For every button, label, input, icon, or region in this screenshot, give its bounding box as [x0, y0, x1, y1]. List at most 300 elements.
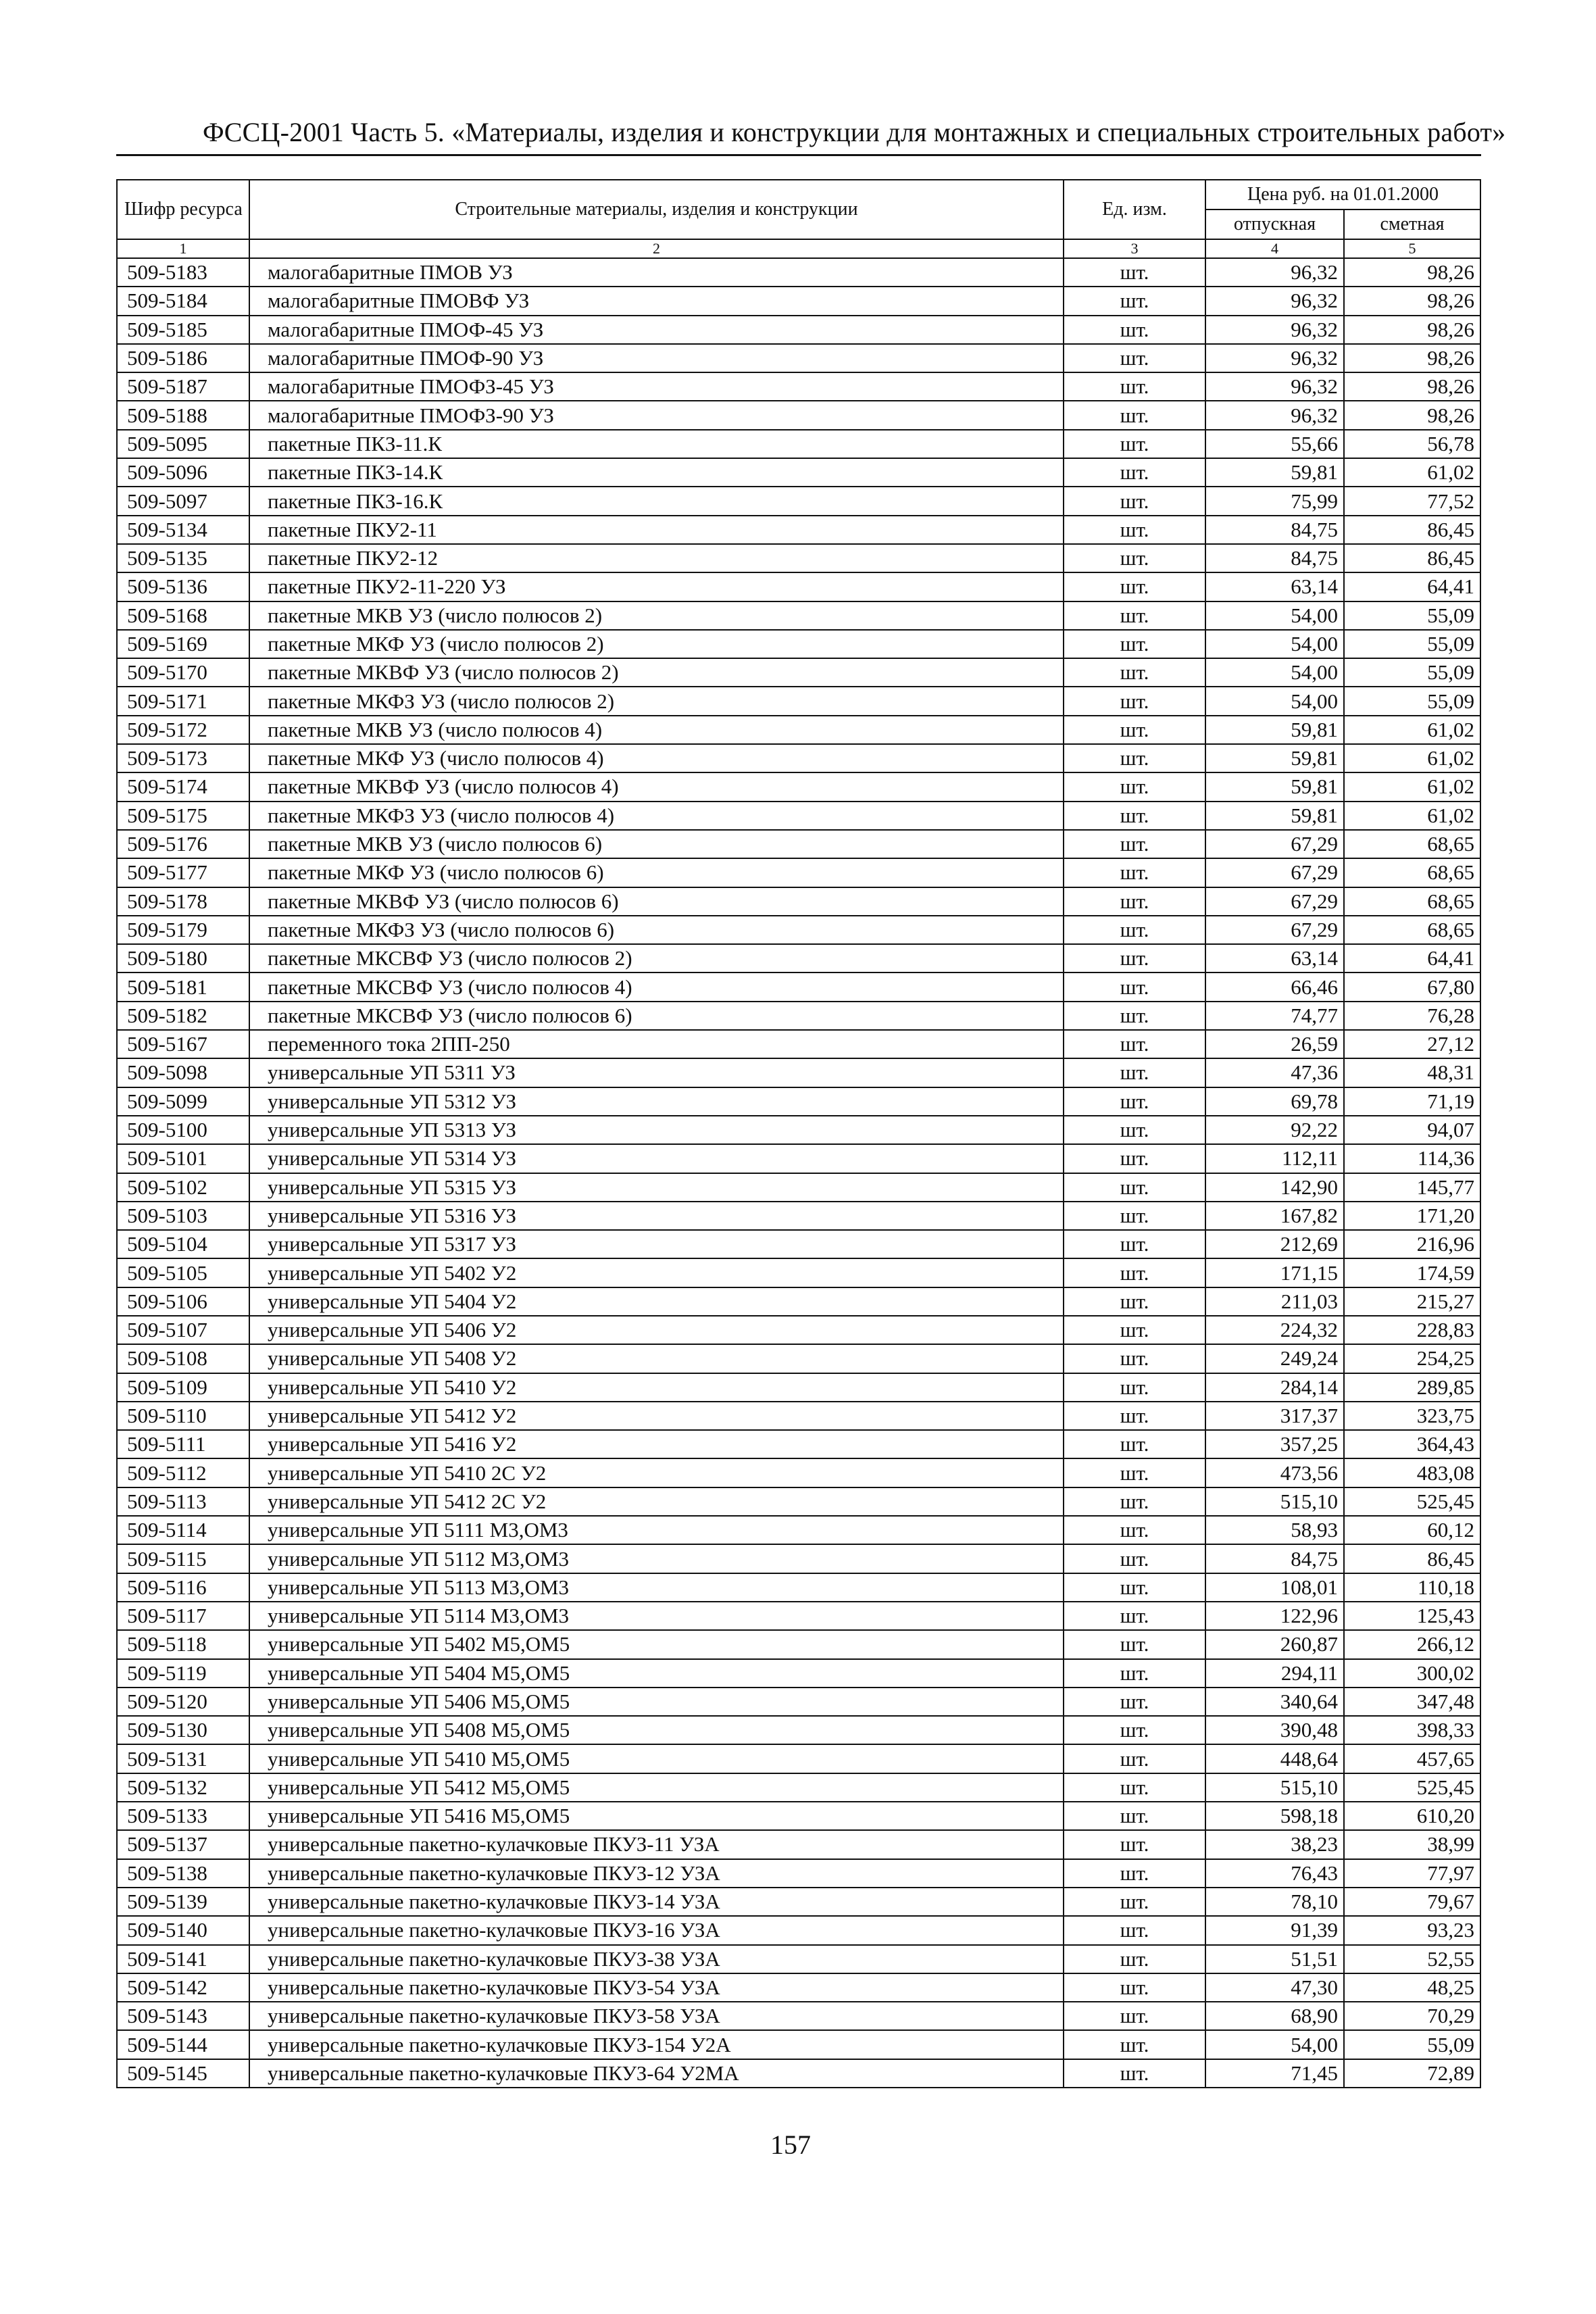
table-row	[117, 1058, 1480, 1087]
material-name-cell: универсальные пакетно-кулачковые ПКУЗ-14 УЗА	[249, 1888, 1064, 1916]
material-name-cell: универсальные УП 5408 У2	[249, 1344, 1064, 1373]
unit-cell: шт.	[1064, 1344, 1205, 1373]
estimate-price-cell: 98,26	[1344, 316, 1480, 344]
resource-code-cell: 509-5172	[117, 716, 249, 744]
release-price-cell: 96,32	[1205, 258, 1344, 287]
table-row	[117, 1602, 1480, 1630]
table-row	[117, 372, 1480, 401]
resource-code-cell: 509-5187	[117, 372, 249, 401]
resource-code-cell: 509-5133	[117, 1802, 249, 1830]
resource-code-cell: 509-5175	[117, 802, 249, 830]
resource-code-cell: 509-5106	[117, 1287, 249, 1316]
unit-cell: шт.	[1064, 316, 1205, 344]
page-number: 157	[770, 2130, 811, 2160]
table-row	[117, 1230, 1480, 1258]
resource-code-cell: 509-5130	[117, 1716, 249, 1744]
estimate-price-cell: 323,75	[1344, 1402, 1480, 1430]
unit-cell: шт.	[1064, 944, 1205, 973]
unit-cell: шт.	[1064, 544, 1205, 572]
resource-code-cell: 509-5110	[117, 1402, 249, 1430]
table-row	[117, 1030, 1480, 1058]
unit-cell: шт.	[1064, 1430, 1205, 1458]
unit-cell: шт.	[1064, 1144, 1205, 1173]
material-name-cell: малогабаритные ПМОФЗ-45 УЗ	[249, 372, 1064, 401]
estimate-price-cell: 56,78	[1344, 430, 1480, 458]
estimate-price-cell: 38,99	[1344, 1830, 1480, 1858]
release-price-cell: 122,96	[1205, 1602, 1344, 1630]
resource-code-cell: 509-5109	[117, 1373, 249, 1402]
release-price-cell: 59,81	[1205, 802, 1344, 830]
release-price-cell: 92,22	[1205, 1116, 1344, 1144]
release-price-cell: 59,81	[1205, 772, 1344, 801]
table-row	[117, 830, 1480, 858]
release-price-cell: 598,18	[1205, 1802, 1344, 1830]
resource-code-cell: 509-5173	[117, 744, 249, 772]
resource-code-cell: 509-5099	[117, 1087, 249, 1116]
table-row	[117, 744, 1480, 772]
release-price-cell: 38,23	[1205, 1830, 1344, 1858]
unit-cell: шт.	[1064, 973, 1205, 1001]
estimate-price-cell: 289,85	[1344, 1373, 1480, 1402]
unit-cell: шт.	[1064, 1230, 1205, 1258]
material-name-cell: универсальные УП 5416 М5,ОМ5	[249, 1802, 1064, 1830]
estimate-price-cell: 610,20	[1344, 1802, 1480, 1830]
resource-code-cell: 509-5170	[117, 658, 249, 687]
material-name-cell: пакетные МКВФ УЗ (число полюсов 4)	[249, 772, 1064, 801]
release-price-cell: 84,75	[1205, 544, 1344, 572]
material-name-cell: универсальные пакетно-кулачковые ПКУЗ-58 УЗА	[249, 2002, 1064, 2030]
resource-code-cell: 509-5176	[117, 830, 249, 858]
material-name-cell: пакетные ПКУ2-11	[249, 516, 1064, 544]
column-number: 2	[249, 239, 1064, 258]
table-row	[117, 887, 1480, 916]
column-number: 4	[1205, 239, 1344, 258]
release-price-cell: 76,43	[1205, 1859, 1344, 1888]
material-name-cell: малогабаритные ПМОВ УЗ	[249, 258, 1064, 287]
unit-cell: шт.	[1064, 830, 1205, 858]
material-name-cell: универсальные УП 5404 М5,ОМ5	[249, 1659, 1064, 1688]
material-name-cell: универсальные пакетно-кулачковые ПКУЗ-38 УЗА	[249, 1945, 1064, 1973]
table-row	[117, 1487, 1480, 1516]
unit-cell: шт.	[1064, 2059, 1205, 2088]
release-price-cell: 54,00	[1205, 601, 1344, 630]
estimate-price-cell: 300,02	[1344, 1659, 1480, 1688]
resource-code-cell: 509-5108	[117, 1344, 249, 1373]
table-row	[117, 1202, 1480, 1230]
material-name-cell: малогабаритные ПМОФ-90 УЗ	[249, 344, 1064, 372]
estimate-price-cell: 77,97	[1344, 1859, 1480, 1888]
estimate-price-cell: 125,43	[1344, 1602, 1480, 1630]
release-price-cell: 47,30	[1205, 1973, 1344, 2002]
material-name-cell: универсальные УП 5316 УЗ	[249, 1202, 1064, 1230]
release-price-cell: 63,14	[1205, 572, 1344, 601]
estimate-price-cell: 114,36	[1344, 1144, 1480, 1173]
release-price-cell: 78,10	[1205, 1888, 1344, 1916]
unit-cell: шт.	[1064, 2002, 1205, 2030]
unit-cell: шт.	[1064, 1173, 1205, 1202]
material-name-cell: универсальные пакетно-кулачковые ПКУЗ-54 УЗА	[249, 1973, 1064, 2002]
material-name-cell: универсальные пакетно-кулачковые ПКУЗ-64 У2МА	[249, 2059, 1064, 2088]
estimate-price-cell: 174,59	[1344, 1258, 1480, 1287]
estimate-price-cell: 60,12	[1344, 1516, 1480, 1544]
table-row	[117, 2030, 1480, 2059]
material-name-cell: универсальные УП 5406 У2	[249, 1316, 1064, 1344]
table-row	[117, 572, 1480, 601]
resource-code-cell: 509-5178	[117, 887, 249, 916]
estimate-price-cell: 72,89	[1344, 2059, 1480, 2088]
resource-code-cell: 509-5142	[117, 1973, 249, 2002]
estimate-price-cell: 77,52	[1344, 487, 1480, 515]
material-name-cell: пакетные ПКЗ-16.К	[249, 487, 1064, 515]
release-price-cell: 51,51	[1205, 1945, 1344, 1973]
resource-code-cell: 509-5174	[117, 772, 249, 801]
release-price-cell: 67,29	[1205, 858, 1344, 887]
estimate-price-cell: 98,26	[1344, 401, 1480, 429]
release-price-cell: 224,32	[1205, 1316, 1344, 1344]
resource-code-cell: 509-5138	[117, 1859, 249, 1888]
material-name-cell: универсальные УП 5111 М3,ОМ3	[249, 1516, 1064, 1544]
resource-code-cell: 509-5132	[117, 1773, 249, 1802]
estimate-price-cell: 61,02	[1344, 744, 1480, 772]
estimate-price-cell: 55,09	[1344, 630, 1480, 658]
release-price-cell: 96,32	[1205, 287, 1344, 315]
table-row	[117, 516, 1480, 544]
release-price-cell: 71,45	[1205, 2059, 1344, 2088]
release-price-cell: 108,01	[1205, 1573, 1344, 1602]
table-row	[117, 1945, 1480, 1973]
release-price-cell: 58,93	[1205, 1516, 1344, 1544]
material-name-cell: универсальные УП 5412 М5,ОМ5	[249, 1773, 1064, 1802]
release-price-cell: 515,10	[1205, 1487, 1344, 1516]
unit-cell: шт.	[1064, 802, 1205, 830]
estimate-price-cell: 254,25	[1344, 1344, 1480, 1373]
unit-cell: шт.	[1064, 1630, 1205, 1658]
estimate-price-cell: 55,09	[1344, 658, 1480, 687]
material-name-cell: универсальные УП 5408 М5,ОМ5	[249, 1716, 1064, 1744]
estimate-price-cell: 68,65	[1344, 830, 1480, 858]
resource-code-cell: 509-5171	[117, 687, 249, 715]
table-row	[117, 716, 1480, 744]
table-row	[117, 2002, 1480, 2030]
resource-code-cell: 509-5131	[117, 1744, 249, 1773]
table-row	[117, 973, 1480, 1001]
header-rule	[116, 154, 1481, 156]
material-name-cell: универсальные УП 5113 М3,ОМ3	[249, 1573, 1064, 1602]
estimate-price-cell: 93,23	[1344, 1916, 1480, 1944]
unit-cell: шт.	[1064, 1859, 1205, 1888]
material-name-cell: универсальные УП 5317 УЗ	[249, 1230, 1064, 1258]
unit-cell: шт.	[1064, 1487, 1205, 1516]
release-price-cell: 67,29	[1205, 916, 1344, 944]
table-row	[117, 344, 1480, 372]
table-row	[117, 1630, 1480, 1658]
material-name-cell: пакетные МКВФ УЗ (число полюсов 6)	[249, 887, 1064, 916]
estimate-price-cell: 52,55	[1344, 1945, 1480, 1973]
unit-cell: шт.	[1064, 1716, 1205, 1744]
estimate-price-cell: 64,41	[1344, 944, 1480, 973]
unit-cell: шт.	[1064, 1316, 1205, 1344]
release-price-cell: 171,15	[1205, 1258, 1344, 1287]
unit-cell: шт.	[1064, 458, 1205, 487]
release-price-cell: 74,77	[1205, 1002, 1344, 1030]
release-price-cell: 212,69	[1205, 1230, 1344, 1258]
estimate-price-cell: 228,83	[1344, 1316, 1480, 1344]
release-price-cell: 54,00	[1205, 687, 1344, 715]
estimate-price-cell: 98,26	[1344, 287, 1480, 315]
unit-cell: шт.	[1064, 2030, 1205, 2059]
material-name-cell: пакетные МКФЗ УЗ (число полюсов 6)	[249, 916, 1064, 944]
estimate-price-cell: 525,45	[1344, 1487, 1480, 1516]
resource-code-cell: 509-5145	[117, 2059, 249, 2088]
material-name-cell: универсальные УП 5416 У2	[249, 1430, 1064, 1458]
resource-code-cell: 509-5180	[117, 944, 249, 973]
unit-cell: шт.	[1064, 1659, 1205, 1688]
resource-code-cell: 509-5183	[117, 258, 249, 287]
material-name-cell: пакетные МКСВФ УЗ (число полюсов 2)	[249, 944, 1064, 973]
estimate-price-cell: 67,80	[1344, 973, 1480, 1001]
release-price-cell: 54,00	[1205, 658, 1344, 687]
estimate-price-cell: 216,96	[1344, 1230, 1480, 1258]
material-name-cell: универсальные УП 5402 У2	[249, 1258, 1064, 1287]
table-row	[117, 2059, 1480, 2088]
table-row	[117, 1773, 1480, 1802]
table-row	[117, 430, 1480, 458]
estimate-price-cell: 98,26	[1344, 372, 1480, 401]
estimate-price-cell: 86,45	[1344, 1544, 1480, 1573]
release-price-cell: 96,32	[1205, 372, 1344, 401]
unit-cell: шт.	[1064, 916, 1205, 944]
unit-cell: шт.	[1064, 1373, 1205, 1402]
material-name-cell: универсальные УП 5313 УЗ	[249, 1116, 1064, 1144]
estimate-price-cell: 86,45	[1344, 544, 1480, 572]
release-price-cell: 515,10	[1205, 1773, 1344, 1802]
resource-code-cell: 509-5104	[117, 1230, 249, 1258]
unit-cell: шт.	[1064, 630, 1205, 658]
table-row	[117, 1916, 1480, 1944]
table-row	[117, 316, 1480, 344]
unit-cell: шт.	[1064, 1602, 1205, 1630]
resource-code-cell: 509-5140	[117, 1916, 249, 1944]
column-number: 5	[1344, 239, 1480, 258]
material-name-cell: малогабаритные ПМОВФ УЗ	[249, 287, 1064, 315]
table-row	[117, 544, 1480, 572]
material-name-cell: пакетные МКСВФ УЗ (число полюсов 4)	[249, 973, 1064, 1001]
unit-cell: шт.	[1064, 1402, 1205, 1430]
unit-cell: шт.	[1064, 716, 1205, 744]
release-price-cell: 357,25	[1205, 1430, 1344, 1458]
resource-code-cell: 509-5188	[117, 401, 249, 429]
material-name-cell: универсальные УП 5402 М5,ОМ5	[249, 1630, 1064, 1658]
estimate-price-cell: 364,43	[1344, 1430, 1480, 1458]
resource-code-cell: 509-5096	[117, 458, 249, 487]
resource-code-cell: 509-5177	[117, 858, 249, 887]
table-row	[117, 601, 1480, 630]
table-row	[117, 1888, 1480, 1916]
unit-cell: шт.	[1064, 287, 1205, 315]
resource-code-cell: 509-5120	[117, 1688, 249, 1716]
unit-cell: шт.	[1064, 344, 1205, 372]
resource-code-cell: 509-5111	[117, 1430, 249, 1458]
estimate-price-cell: 525,45	[1344, 1773, 1480, 1802]
material-name-cell: универсальные УП 5312 УЗ	[249, 1087, 1064, 1116]
material-name-cell: пакетные МКФ УЗ (число полюсов 6)	[249, 858, 1064, 887]
estimate-price-cell: 55,09	[1344, 2030, 1480, 2059]
table-row	[117, 1802, 1480, 1830]
unit-cell: шт.	[1064, 1830, 1205, 1858]
unit-cell: шт.	[1064, 1688, 1205, 1716]
estimate-price-cell: 145,77	[1344, 1173, 1480, 1202]
estimate-price-cell: 68,65	[1344, 916, 1480, 944]
unit-cell: шт.	[1064, 258, 1205, 287]
estimate-price-cell: 110,18	[1344, 1573, 1480, 1602]
release-price-cell: 96,32	[1205, 401, 1344, 429]
estimate-price-cell: 61,02	[1344, 802, 1480, 830]
resource-code-cell: 509-5112	[117, 1458, 249, 1487]
column-header-code: Шифр ресурса	[117, 180, 249, 239]
material-name-cell: универсальные УП 5410 2С У2	[249, 1458, 1064, 1487]
material-name-cell: малогабаритные ПМОФ-45 УЗ	[249, 316, 1064, 344]
unit-cell: шт.	[1064, 1516, 1205, 1544]
unit-cell: шт.	[1064, 1116, 1205, 1144]
table-row	[117, 687, 1480, 715]
release-price-cell: 84,75	[1205, 1544, 1344, 1573]
table-row	[117, 1573, 1480, 1602]
release-price-cell: 390,48	[1205, 1716, 1344, 1744]
release-price-cell: 340,64	[1205, 1688, 1344, 1716]
resource-code-cell: 509-5097	[117, 487, 249, 515]
release-price-cell: 142,90	[1205, 1173, 1344, 1202]
resource-code-cell: 509-5144	[117, 2030, 249, 2059]
release-price-cell: 55,66	[1205, 430, 1344, 458]
table-row	[117, 1830, 1480, 1858]
unit-cell: шт.	[1064, 1458, 1205, 1487]
unit-cell: шт.	[1064, 430, 1205, 458]
release-price-cell: 75,99	[1205, 487, 1344, 515]
material-name-cell: пакетные МКФ УЗ (число полюсов 4)	[249, 744, 1064, 772]
table-row	[117, 1344, 1480, 1373]
unit-cell: шт.	[1064, 772, 1205, 801]
material-name-cell: универсальные УП 5315 УЗ	[249, 1173, 1064, 1202]
resource-code-cell: 509-5135	[117, 544, 249, 572]
material-name-cell: малогабаритные ПМОФЗ-90 УЗ	[249, 401, 1064, 429]
release-price-cell: 59,81	[1205, 744, 1344, 772]
estimate-price-cell: 71,19	[1344, 1087, 1480, 1116]
price-table	[116, 179, 1481, 2088]
unit-cell: шт.	[1064, 401, 1205, 429]
release-price-cell: 473,56	[1205, 1458, 1344, 1487]
resource-code-cell: 509-5141	[117, 1945, 249, 1973]
material-name-cell: универсальные УП 5314 УЗ	[249, 1144, 1064, 1173]
estimate-price-cell: 398,33	[1344, 1716, 1480, 1744]
material-name-cell: универсальные УП 5410 М5,ОМ5	[249, 1744, 1064, 1773]
release-price-cell: 91,39	[1205, 1916, 1344, 1944]
material-name-cell: пакетные ПКУ2-11-220 УЗ	[249, 572, 1064, 601]
unit-cell: шт.	[1064, 1544, 1205, 1573]
unit-cell: шт.	[1064, 1058, 1205, 1087]
estimate-price-cell: 48,31	[1344, 1058, 1480, 1087]
resource-code-cell: 509-5113	[117, 1487, 249, 1516]
table-row	[117, 401, 1480, 429]
table-row	[117, 1287, 1480, 1316]
unit-cell: шт.	[1064, 687, 1205, 715]
resource-code-cell: 509-5167	[117, 1030, 249, 1058]
column-header-estimate-price: сметная	[1344, 210, 1480, 239]
estimate-price-cell: 483,08	[1344, 1458, 1480, 1487]
table-row	[117, 1258, 1480, 1287]
table-row	[117, 1373, 1480, 1402]
table-row	[117, 1516, 1480, 1544]
resource-code-cell: 509-5169	[117, 630, 249, 658]
release-price-cell: 26,59	[1205, 1030, 1344, 1058]
material-name-cell: универсальные УП 5311 УЗ	[249, 1058, 1064, 1087]
estimate-price-cell: 48,25	[1344, 1973, 1480, 2002]
resource-code-cell: 509-5136	[117, 572, 249, 601]
table-row	[117, 458, 1480, 487]
resource-code-cell: 509-5185	[117, 316, 249, 344]
unit-cell: шт.	[1064, 1888, 1205, 1916]
unit-cell: шт.	[1064, 1287, 1205, 1316]
table-row	[117, 287, 1480, 315]
estimate-price-cell: 68,65	[1344, 887, 1480, 916]
unit-cell: шт.	[1064, 1945, 1205, 1973]
table-row	[117, 1087, 1480, 1116]
estimate-price-cell: 70,29	[1344, 2002, 1480, 2030]
estimate-price-cell: 61,02	[1344, 458, 1480, 487]
release-price-cell: 67,29	[1205, 887, 1344, 916]
table-row	[117, 258, 1480, 287]
table-row	[117, 1458, 1480, 1487]
estimate-price-cell: 215,27	[1344, 1287, 1480, 1316]
estimate-price-cell: 76,28	[1344, 1002, 1480, 1030]
release-price-cell: 112,11	[1205, 1144, 1344, 1173]
table-row	[117, 1659, 1480, 1688]
table-row	[117, 1688, 1480, 1716]
resource-code-cell: 509-5107	[117, 1316, 249, 1344]
table-row	[117, 1144, 1480, 1173]
estimate-price-cell: 98,26	[1344, 258, 1480, 287]
resource-code-cell: 509-5143	[117, 2002, 249, 2030]
resource-code-cell: 509-5184	[117, 287, 249, 315]
unit-cell: шт.	[1064, 1202, 1205, 1230]
release-price-cell: 448,64	[1205, 1744, 1344, 1773]
release-price-cell: 47,36	[1205, 1058, 1344, 1087]
table-row	[117, 1002, 1480, 1030]
material-name-cell: пакетные МКФЗ УЗ (число полюсов 2)	[249, 687, 1064, 715]
estimate-price-cell: 171,20	[1344, 1202, 1480, 1230]
material-name-cell: универсальные УП 5404 У2	[249, 1287, 1064, 1316]
material-name-cell: универсальные УП 5412 У2	[249, 1402, 1064, 1430]
material-name-cell: пакетные МКФЗ УЗ (число полюсов 4)	[249, 802, 1064, 830]
estimate-price-cell: 94,07	[1344, 1116, 1480, 1144]
table-row	[117, 1116, 1480, 1144]
material-name-cell: переменного тока 2ПП-250	[249, 1030, 1064, 1058]
release-price-cell: 59,81	[1205, 458, 1344, 487]
table-row	[117, 1402, 1480, 1430]
release-price-cell: 69,78	[1205, 1087, 1344, 1116]
estimate-price-cell: 457,65	[1344, 1744, 1480, 1773]
table-row	[117, 1744, 1480, 1773]
resource-code-cell: 509-5119	[117, 1659, 249, 1688]
release-price-cell: 260,87	[1205, 1630, 1344, 1658]
unit-cell: шт.	[1064, 744, 1205, 772]
table-row	[117, 1973, 1480, 2002]
table-row	[117, 944, 1480, 973]
material-name-cell: универсальные УП 5114 М3,ОМ3	[249, 1602, 1064, 1630]
unit-cell: шт.	[1064, 1973, 1205, 2002]
release-price-cell: 63,14	[1205, 944, 1344, 973]
unit-cell: шт.	[1064, 1916, 1205, 1944]
estimate-price-cell: 61,02	[1344, 716, 1480, 744]
